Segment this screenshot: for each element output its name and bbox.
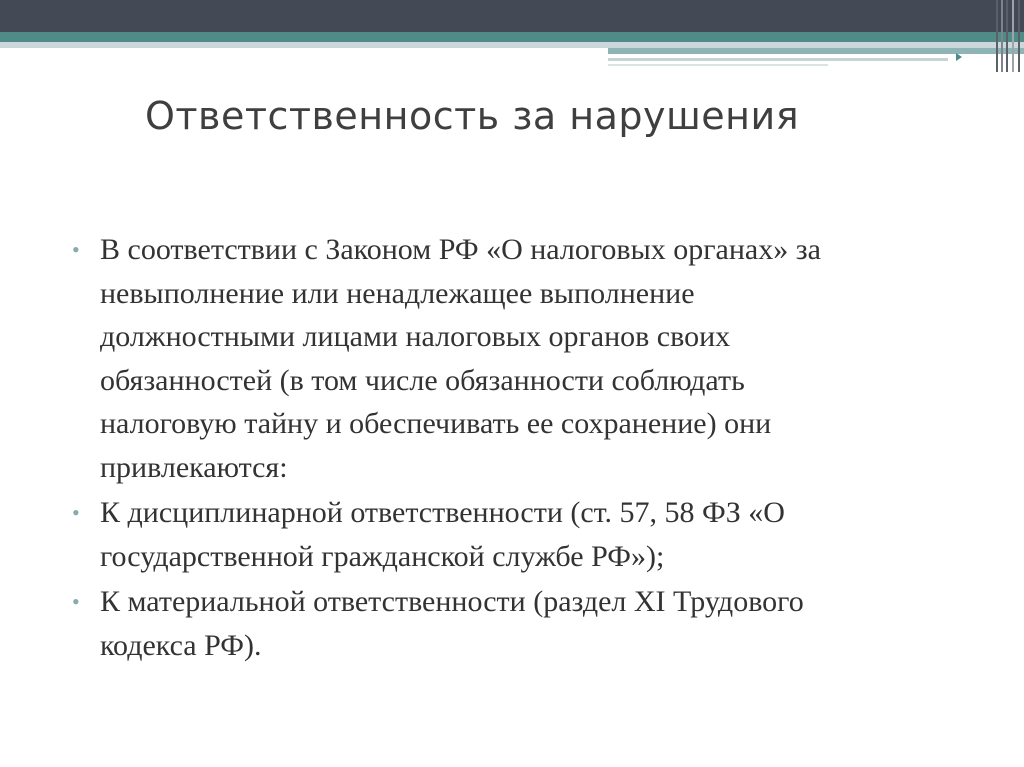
bullet-item bbox=[72, 580, 972, 667]
header-accent-line bbox=[608, 58, 948, 61]
bullet-dot-icon: • bbox=[72, 500, 80, 525]
edge-stripe bbox=[1001, 0, 1003, 72]
bullet-line: кодекса РФ). bbox=[100, 628, 262, 662]
header-triangle-marker bbox=[956, 53, 962, 61]
bullet-line: В соответствии с Законом РФ «О налоговых органах» за bbox=[100, 233, 821, 266]
edge-stripe bbox=[1006, 0, 1008, 72]
header-band-teal bbox=[0, 32, 1024, 42]
bullet-line: государственной гражданской службе РФ»); bbox=[100, 539, 665, 573]
bullet-line: привлекаются: bbox=[100, 450, 288, 484]
bullet-line: невыполнение или ненадлежащее выполнение bbox=[100, 276, 695, 310]
bullet-line: К материальной ответственности (раздел XI Трудового bbox=[100, 585, 804, 618]
bullet-list bbox=[72, 228, 972, 669]
edge-stripe bbox=[1018, 0, 1020, 72]
slide-title: Ответственность за нарушения bbox=[145, 94, 800, 138]
header-band-dark bbox=[0, 0, 1024, 32]
bullet-item bbox=[72, 228, 972, 489]
bullet-dot-icon: • bbox=[72, 589, 80, 614]
bullet-dot-icon: • bbox=[72, 237, 80, 262]
bullet-line: должностными лицами налоговых органов своих bbox=[100, 320, 731, 353]
bullet-item bbox=[72, 491, 972, 578]
bullet-line: обязанностей (в том числе обязанности соблюдать bbox=[100, 363, 745, 397]
bullet-line: налоговую тайну и обеспечивать ее сохранение) они bbox=[100, 407, 772, 440]
bullet-line: К дисциплинарной ответственности (ст. 57, 58 ФЗ «О bbox=[100, 496, 785, 529]
edge-stripe bbox=[1012, 0, 1014, 72]
header-accent-line-2 bbox=[608, 64, 828, 66]
edge-stripe bbox=[996, 0, 998, 72]
